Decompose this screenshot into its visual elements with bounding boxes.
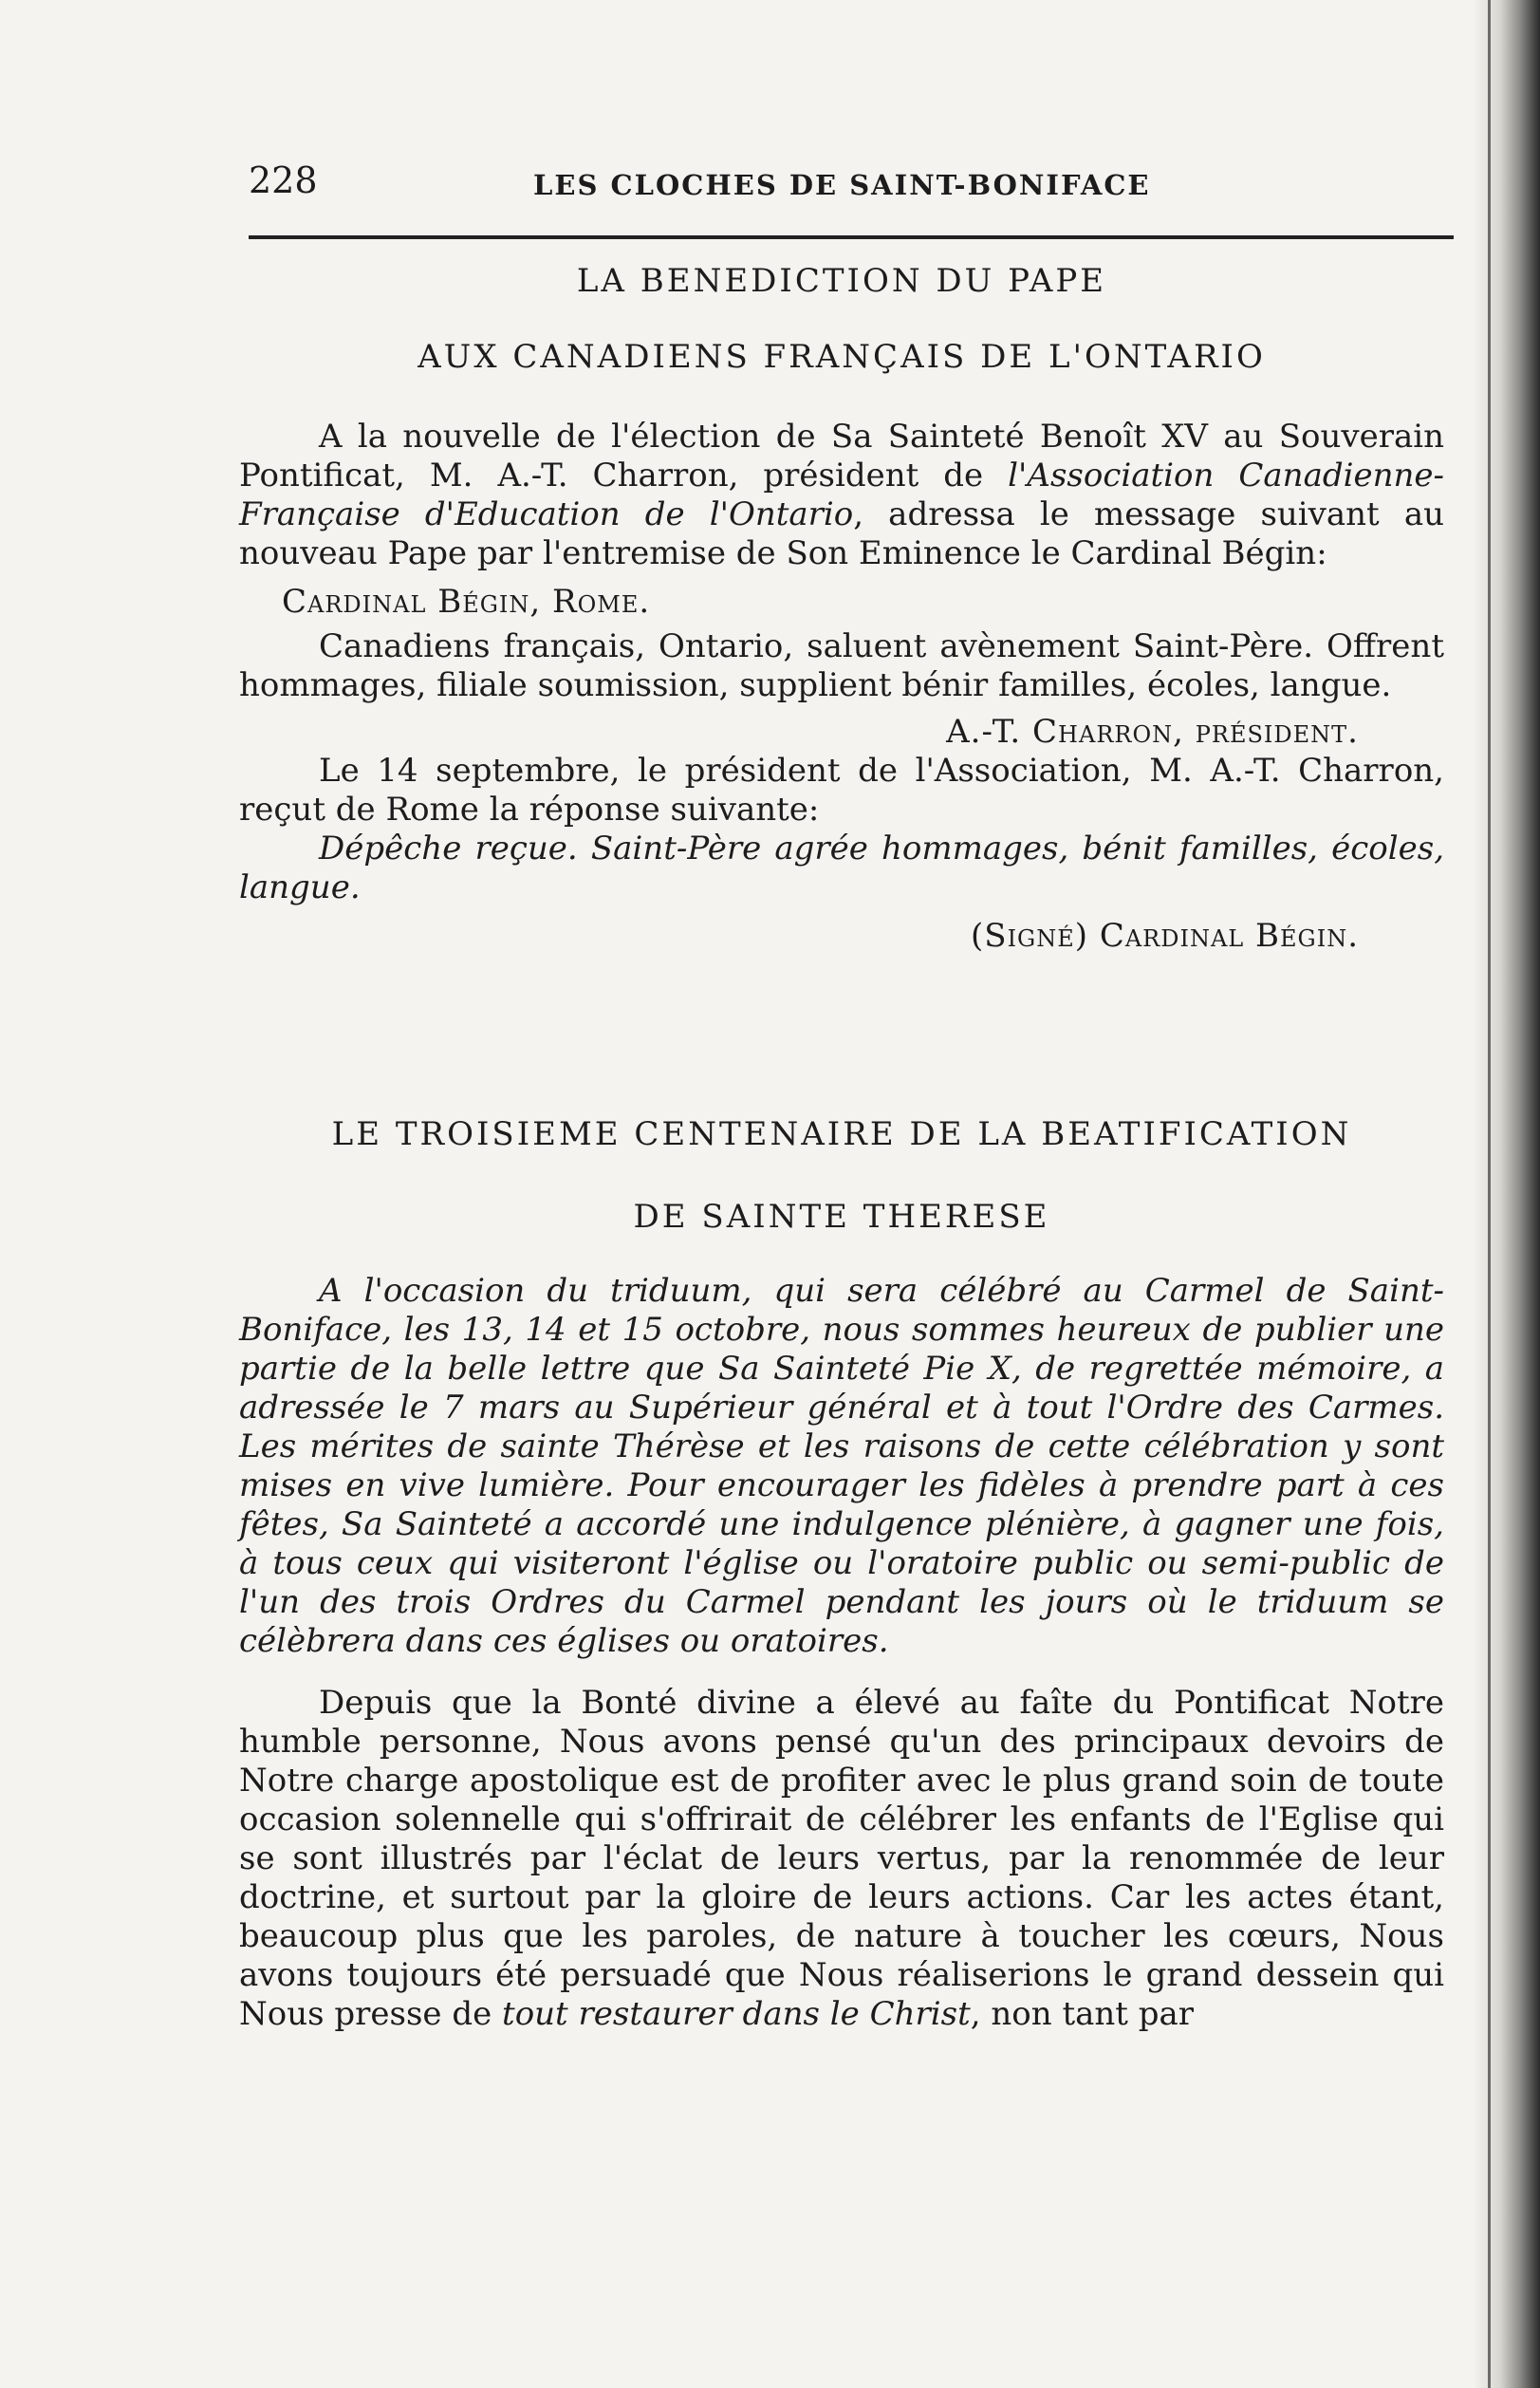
section2-body [239,1272,1444,2034]
page-edge-line [1488,0,1491,2388]
section2-intro: A l'occasion du triduum, qui sera célébré au Carmel de Saint-Boniface, les 13, 14 et 15 octobre, nous sommes heureux de publier une partie de la belle lettre que Sa Sainteté Pie X, de regrettée mémoire, a adressée le 7 mars au Supérieur général et à tout l'Ordre des Carmes. Les mérites de sainte Thérèse et les raisons de cette célébration y sont mises en vive lumière. Pour encourager les fidèles à prendre part à ces fêtes, Sa Sainteté a accordé une indulgence plénière, à gagner une fois, à tous ceux qui visiteront l'église ou l'oratoire public ou semi-public de l'un des trois Ordres du Carmel pendant les jours où le triduum se célèbrera dans ces églises ou oratoires. [239,1272,1444,1660]
section2-paragraph: Depuis que la Bonté divine a élevé au faîte du Pontificat Notre humble personne, Nous avons pensé qu'un des principaux devoirs de Notre charge apostolique est de profiter avec le plus grand soin de toute occasion solennelle qui s'offrirait de célébrer les enfants de l'Eglise qui se sont illustrés par l'éclat de leurs vertus, par la renommée de leur doctrine, et surtout par la gloire de leurs actions. Car les actes étant, beaucoup plus que les paroles, de nature à toucher les cœurs, Nous avons toujours été persuadé que Nous réaliserions le grand dessein qui Nous presse de tout restaurer dans le Christ, non tant par [239,1684,1444,2033]
page-header [249,159,1452,207]
section1-title-line2: AUX CANADIENS FRANÇAIS DE L'ONTARIO [417,338,1266,376]
section2-title-line1: LE TROISIEME CENTENAIRE DE LA BEATIFICATION [331,1115,1352,1153]
motto-text: tout restaurer dans le Christ [502,1995,971,2033]
papal-reply: Dépêche reçue. Saint-Père agrée hommages, bénit familles, écoles, langue. [239,830,1444,906]
telegram-text: Canadiens français, Ontario, saluent avènement Saint-Père. Offrent hommages, filiale soumission, supplient bénir familles, écoles, langue. [239,627,1444,704]
association-name: l'Association Canadienne-Française d'Education de l'Ontario [239,457,1445,533]
header-rule [249,235,1454,239]
signature-begin: (Signé) Cardinal Bégin. [971,917,1359,955]
section1-paragraph2: Le 14 septembre, le président de l'Association, M. A.-T. Charron, reçut de Rome la réponse suivante: [239,752,1444,829]
running-title: LES CLOCHES DE SAINT-BONIFACE [533,169,1151,201]
signature-charron: A.-T. Charron, président. [946,713,1359,751]
section1-paragraph1: A la nouvelle de l'élection de Sa Sainteté Benoît XV au Souverain Pontificat, M. A.-T. Charron, président de l'Association Canadienne-Française d'Education de l'Ontario, adressa le message suivant au nouveau Pape par l'entremise de Son Eminence le Cardinal Bégin: [239,418,1445,572]
telegram-address: Cardinal Bégin, Rome. [282,583,651,621]
section1-body [239,418,1444,956]
page-edge-shadow [1474,0,1540,2388]
section1-title-line1: LA BENEDICTION DU PAPE [576,262,1107,300]
section2-title-line2: DE SAINTE THERESE [633,1198,1050,1236]
page-number: 228 [249,159,318,201]
